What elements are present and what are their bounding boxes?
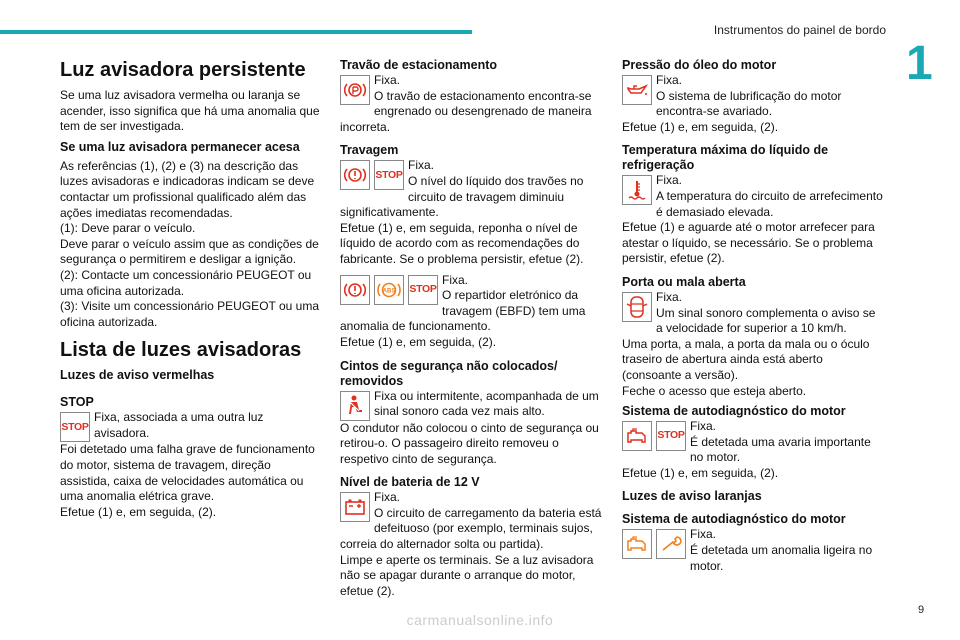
coolant-text-3: Efetue (1) e aguarde até o motor arrefecer para atestar o líquido, se necessário. Se o problema persistir, efetue (2). — [622, 220, 875, 266]
heading-seat-belts: Cintos de segurança não colocados/ removidos — [340, 358, 558, 388]
engine-icon — [622, 529, 652, 559]
diag-text-3: Efetue (1) e, em seguida, (2). — [622, 465, 779, 480]
heading-battery: Nível de bateria de 12 V — [340, 475, 480, 490]
heading-orange-lights: Luzes de aviso laranjas — [622, 489, 762, 504]
ebfd-text-3: Efetue (1) e, em seguida, (2). — [340, 334, 497, 349]
battery-text-1: Fixa. — [374, 490, 401, 505]
stop-warning-icon: STOP — [408, 275, 438, 305]
page-header-title: Instrumentos do painel de bordo — [713, 23, 886, 37]
oil-text-1: Fixa. — [656, 73, 683, 87]
heading-red-lights: Luzes de aviso vermelhas — [60, 368, 215, 383]
stop-warning-icon: STOP — [656, 421, 686, 451]
parking-text-2: O travão de estacionamento encontra-se engrenado ou desengrenado de maneira incorreta. — [340, 88, 592, 134]
door-text-4: Feche o acesso que esteja aberto. — [622, 383, 807, 398]
engine-icon — [622, 421, 652, 451]
header-accent-bar — [0, 30, 472, 34]
stop-action: Efetue (1) e, em seguida, (2). — [60, 504, 217, 519]
seat-belt-icon — [340, 391, 370, 421]
coolant-text-1: Fixa. — [656, 173, 683, 188]
ebfd-text-2: O repartidor eletrónico da travagem (EBFD) tem uma anomalia de funcionamento. — [340, 288, 586, 334]
belts-text-2: O condutor não colocou o cinto de segurança ou retirou-o. O passageiro direito removeu o respetivo cinto de segurança. — [340, 420, 599, 466]
svg-text:ABS: ABS — [382, 288, 396, 295]
door-text-1: Fixa. — [656, 289, 683, 304]
heading-parking-brake: Travão de estacionamento — [340, 58, 498, 72]
door-open-icon — [622, 292, 652, 322]
stop-detail: Foi detetado uma falha grave de funcionamento do motor, sistema de travagem, direção assistida, caixa de velocidades automática ou uma anomalia elétrica grave. — [60, 442, 315, 504]
ref-2: (2): Contacte um concessionário PEUGEOT ou uma oficina autorizada. — [60, 267, 312, 298]
coolant-temperature-icon — [622, 175, 652, 205]
chapter-number: 1 — [906, 37, 933, 90]
heading-coolant: Temperatura máxima do líquido de refrigeração — [622, 143, 829, 173]
page-number: 9 — [918, 604, 925, 616]
diag2-text-2: É detetada um anomalia ligeira no motor. — [690, 543, 873, 573]
belts-text-1: Fixa ou intermitente, acompanhada de um sinal sonoro cada vez mais alto. — [374, 388, 599, 419]
diag2-text-1: Fixa. — [690, 527, 717, 542]
heading-door-open: Porta ou mala aberta — [622, 274, 746, 289]
braking-text-2: O nível do líquido dos travões no circuito de travagem diminuiu significativamente. — [340, 173, 584, 220]
text-persistent: Se uma luz avisadora vermelha ou laranja se acender, isso significa que há uma anomalia que tem de ser investigada. — [60, 88, 320, 134]
ref-1-detail: Deve parar o veículo assim que as condições de segurança o permitirem e desligar a ignição. — [60, 236, 319, 267]
oil-can-icon — [622, 75, 652, 105]
parking-text-1: Fixa. — [374, 73, 401, 87]
wrench-icon — [656, 529, 686, 559]
stop-warning-icon: STOP — [60, 412, 90, 442]
diag-text-2: É detetada uma avaria importante no motor. — [690, 434, 871, 465]
abs-icon — [374, 275, 404, 305]
oil-text-2: O sistema de lubrificação do motor encontra-se avariado. — [656, 88, 842, 119]
braking-text-1: Fixa. — [408, 158, 435, 173]
heading-stop: STOP — [60, 395, 94, 410]
watermark: carmanualsonline.info — [406, 612, 554, 628]
heading-stays-on: Se uma luz avisadora permanecer acesa — [60, 139, 300, 154]
door-text-2: Um sinal sonoro complementa o aviso se a velocidade for superior a 10 km/h. — [656, 305, 876, 336]
heading-persistent: Luz avisadora persistente — [60, 59, 306, 81]
brake-icon — [340, 160, 370, 190]
battery-text-3: Limpe e aperte os terminais. Se a luz avisadora não se apagar durante o arranque do motor, efetue (2). — [340, 552, 594, 598]
stop-text: Fixa, associada a uma outra luz avisadora. — [94, 410, 264, 440]
battery-icon — [340, 492, 370, 522]
parking-brake-icon — [340, 75, 370, 105]
column-1 — [60, 58, 322, 520]
battery-text-2: O circuito de carregamento da bateria está defeituoso (por exemplo, terminais sujos, correia do alternador solta ou partida). — [340, 505, 602, 552]
heading-oil-pressure: Pressão do óleo do motor — [622, 58, 777, 72]
column-3 — [622, 58, 884, 574]
ref-3: (3): Visite um concessionário PEUGEOT ou uma oficina autorizada. — [60, 299, 319, 329]
heading-engine-diagnostics: Sistema de autodiagnóstico do motor — [622, 404, 846, 419]
column-2 — [340, 58, 604, 599]
diag-text-1: Fixa. — [690, 419, 717, 434]
text-refs: As referências (1), (2) e (3) na descrição das luzes avisadoras e indicadoras indicam se deve contactar um profissional qualificado além das ações imediatas recomendadas. — [60, 158, 315, 220]
coolant-text-2: A temperatura do circuito de arrefecimento é demasiado elevada. — [656, 188, 883, 219]
ref-1: (1): Deve parar o veículo. — [60, 221, 196, 236]
oil-text-3: Efetue (1) e, em seguida, (2). — [622, 119, 779, 134]
brake-icon — [340, 275, 370, 305]
door-text-3: Uma porta, a mala, a porta da mala ou o óculo traseiro de abertura ainda está aberto (consoante a versão). — [622, 336, 870, 382]
heading-engine-diagnostics-orange: Sistema de autodiagnóstico do motor — [622, 512, 846, 527]
heading-braking: Travagem — [340, 143, 399, 158]
braking-text-3: Efetue (1) e, em seguida, reponha o nível de líquido de acordo com as recomendações do fabricante. Se o problema persistir, efetue (2). — [340, 220, 584, 266]
ebfd-text-1: Fixa. — [442, 272, 469, 287]
heading-list: Lista de luzes avisadoras — [60, 339, 302, 362]
stop-warning-icon: STOP — [374, 160, 404, 190]
